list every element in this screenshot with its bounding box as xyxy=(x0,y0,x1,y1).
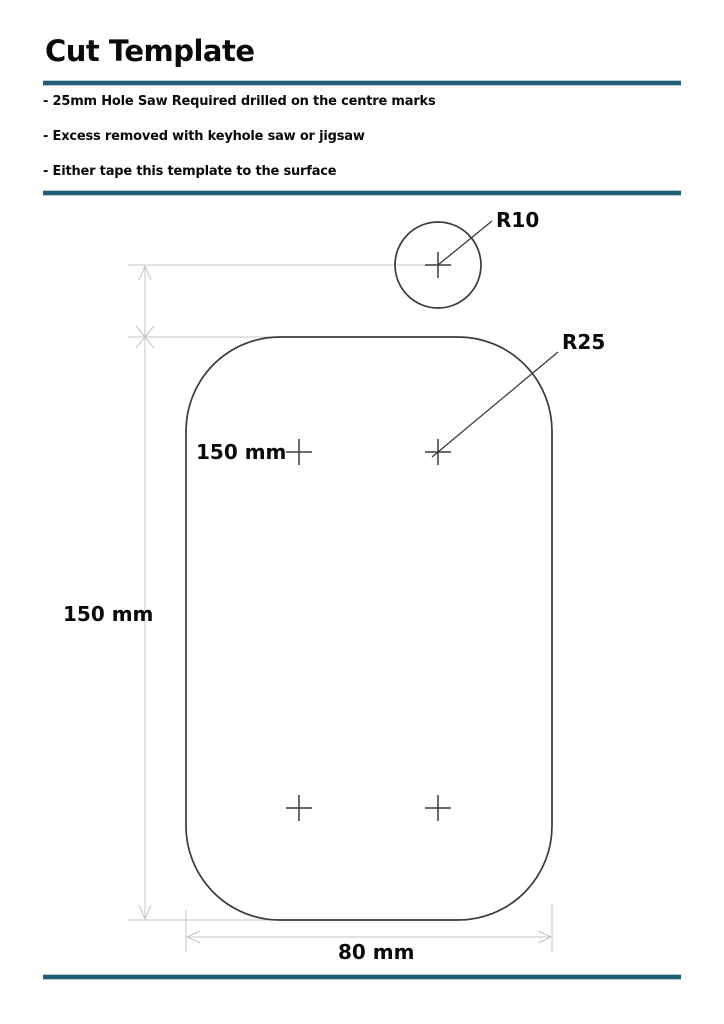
radius-label-r25: R25 xyxy=(562,330,606,354)
divider-bottom xyxy=(43,974,681,980)
divider-top xyxy=(43,80,681,86)
centre-mark-hole-top xyxy=(425,252,451,278)
instruction-tape: - Either tape this template to the surface xyxy=(43,164,337,179)
dimension-label-height: 150 mm xyxy=(63,602,154,626)
divider-middle xyxy=(43,190,681,196)
cut-outline-rounded-rect xyxy=(186,337,552,920)
centre-mark-lower-right xyxy=(425,795,451,821)
leader-line-r25 xyxy=(432,352,558,457)
radius-label-r10: R10 xyxy=(496,208,540,232)
dimension-label-width: 80 mm xyxy=(338,940,415,964)
technical-drawing xyxy=(0,200,724,976)
leader-line-r10 xyxy=(438,221,492,265)
centre-mark-upper-left xyxy=(286,439,312,465)
centre-mark-upper-right xyxy=(425,439,451,465)
dimension-label-hole-row: 150 mm xyxy=(196,440,287,464)
instruction-excess: - Excess removed with keyhole saw or jigsaw xyxy=(43,129,365,144)
page-title: Cut Template xyxy=(45,34,255,68)
instruction-hole-saw: - 25mm Hole Saw Required drilled on the centre marks xyxy=(43,94,436,109)
centre-mark-lower-left xyxy=(286,795,312,821)
